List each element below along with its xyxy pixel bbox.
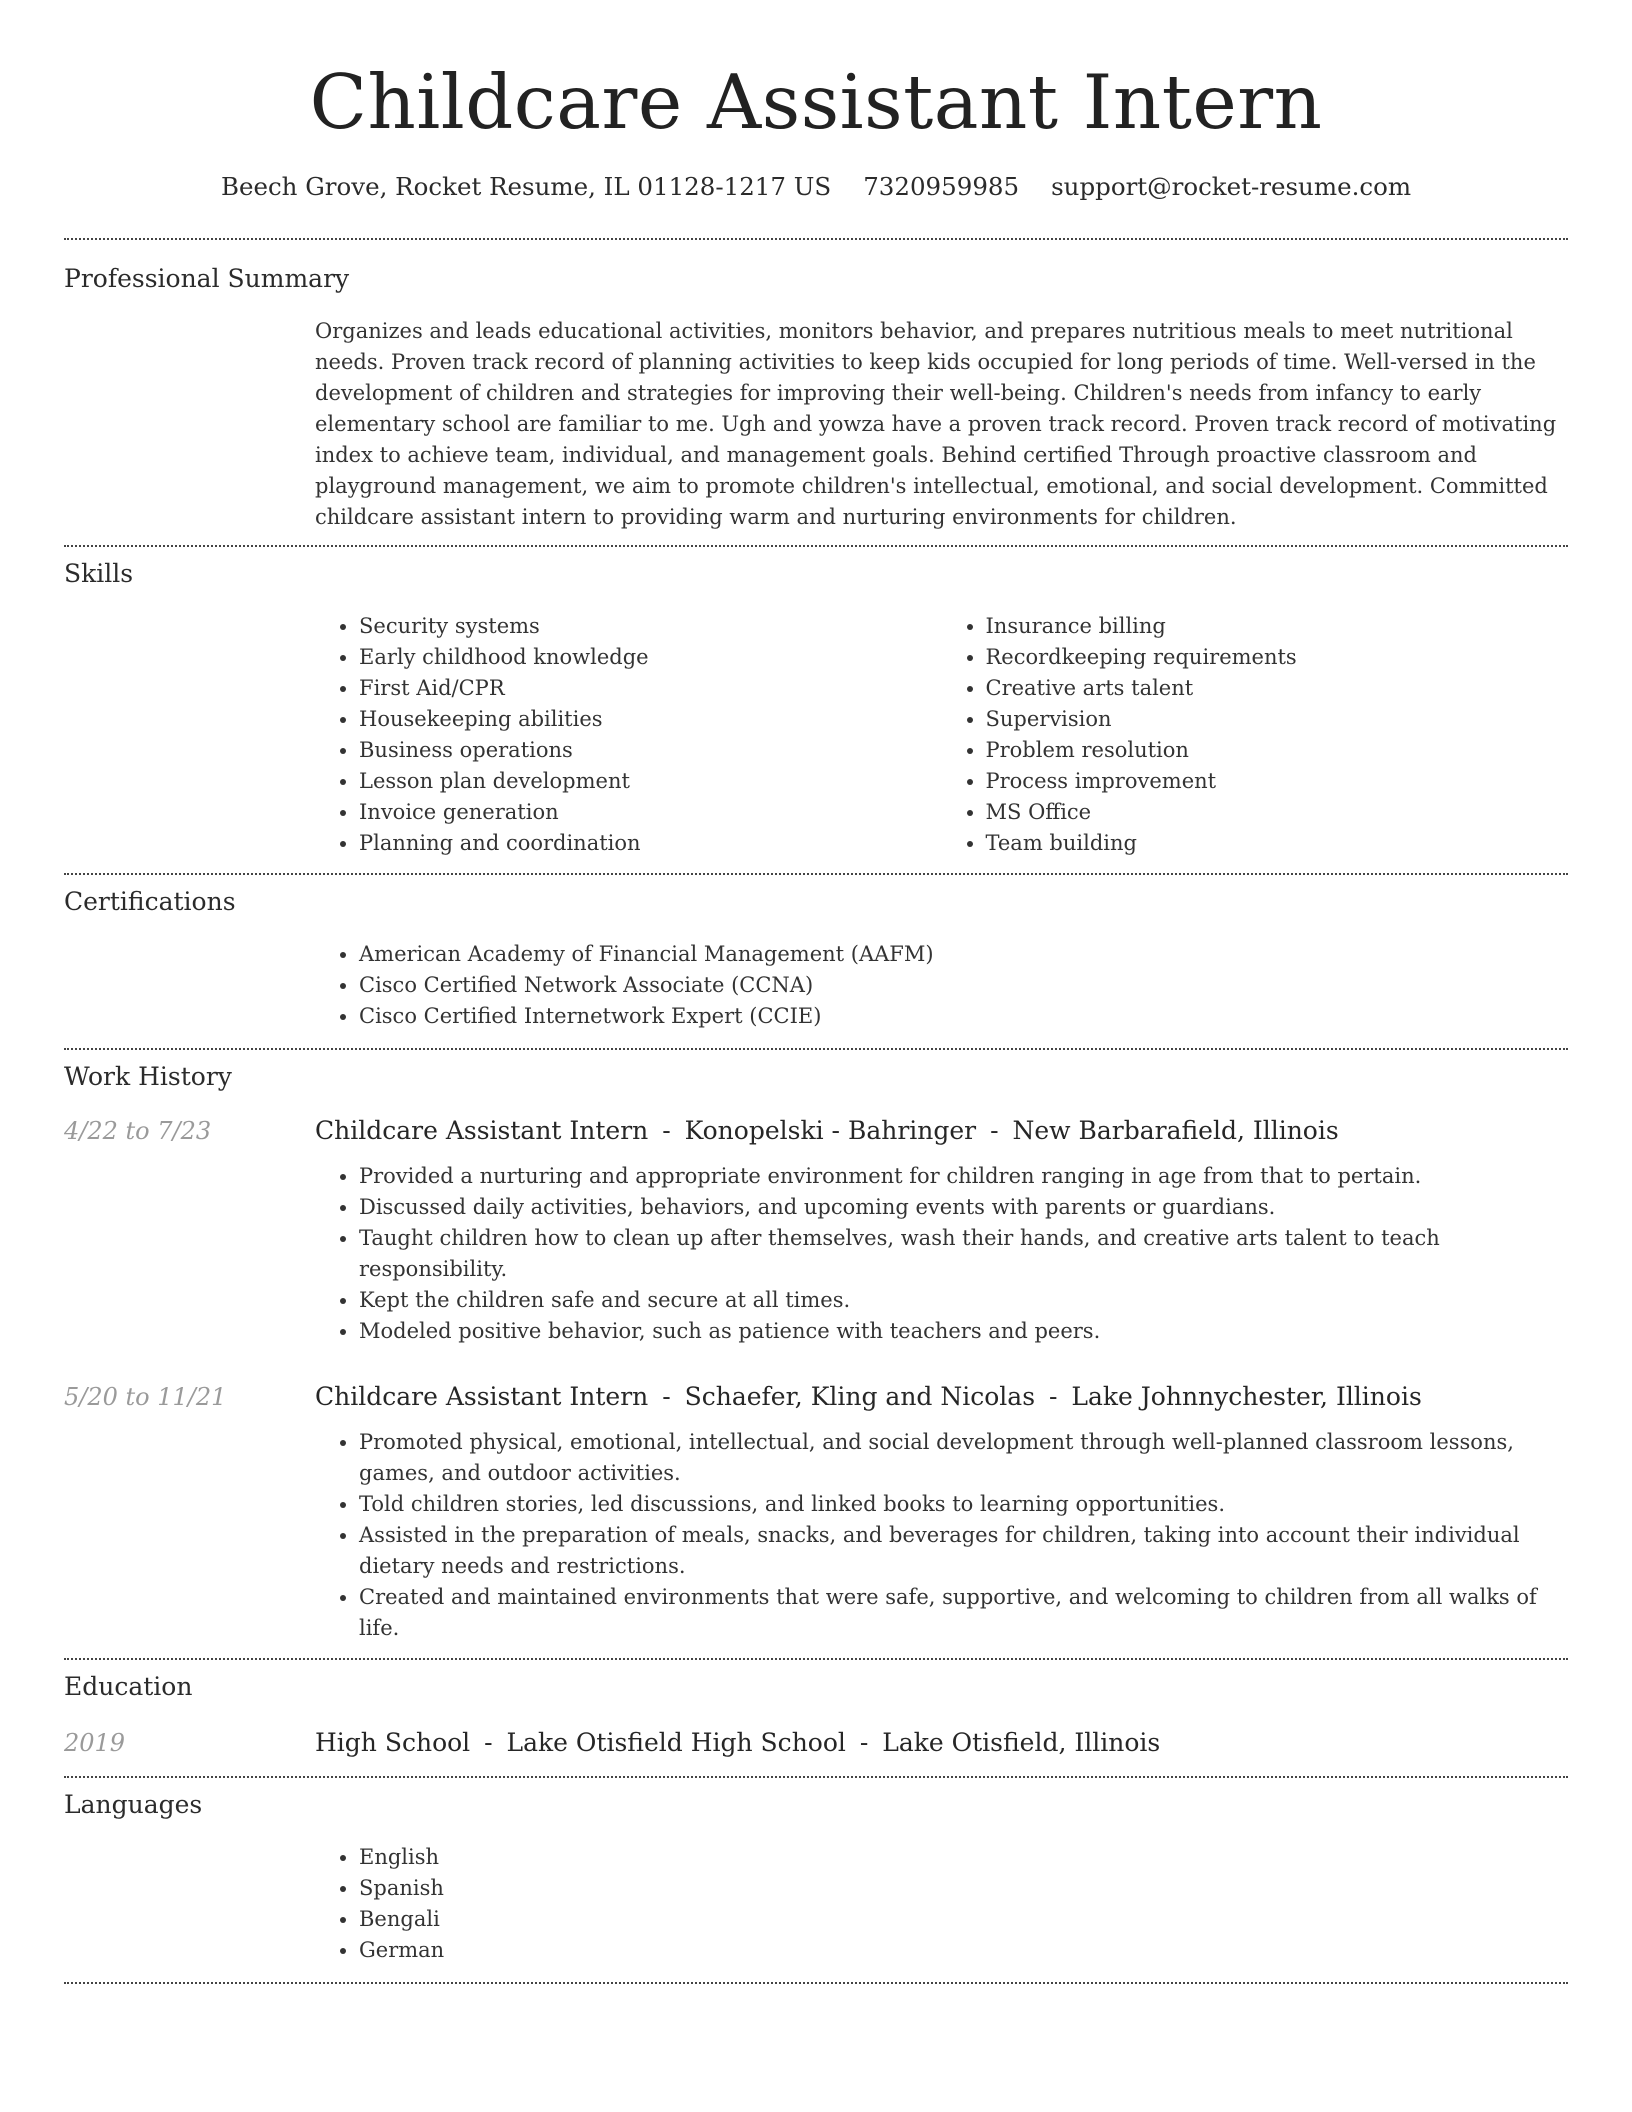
section-title-work: Work History <box>64 1062 232 1091</box>
skill-item: • Insurance billing <box>986 611 1569 642</box>
education-school: Lake Otisfield High School <box>506 1728 846 1757</box>
education-entry <box>64 1726 1568 1760</box>
skill-item: • Housekeeping abilities <box>359 704 942 735</box>
language-item: • English <box>359 1842 1568 1873</box>
skill-item: • Team building <box>986 828 1569 859</box>
education-heading: High School - Lake Otisfield High School - Lake Otisfield, Illinois <box>315 1728 1161 1757</box>
skills-section <box>64 547 1568 873</box>
skill-item: • Security systems <box>359 611 942 642</box>
job-bullet: • Discussed daily activities, behaviors, and upcoming events with parents or guardians. <box>359 1192 1568 1223</box>
certification-item: • Cisco Certified Network Associate (CCNA) <box>359 970 1568 1001</box>
job-location: Lake Johnnychester, Illinois <box>1071 1382 1422 1411</box>
summary-section <box>64 240 1568 545</box>
education-section <box>64 1660 1568 1776</box>
job-bullet: • Created and maintained environments that were safe, supportive, and welcoming to children from all walks of life. <box>359 1582 1568 1644</box>
certification-item: • American Academy of Financial Management (AAFM) <box>359 939 1568 970</box>
skill-item: • Invoice generation <box>359 797 942 828</box>
skill-item: • Lesson plan development <box>359 766 942 797</box>
language-item: • Spanish <box>359 1873 1568 1904</box>
job-bullet: • Taught children how to clean up after themselves, wash their hands, and creative arts talent to teach responsibility. <box>359 1223 1568 1285</box>
skill-item: • Creative arts talent <box>986 673 1569 704</box>
job-heading: Childcare Assistant Intern - Schaefer, Kling and Nicolas - Lake Johnnychester, Illinois <box>315 1382 1422 1411</box>
skills-list-left <box>315 611 942 859</box>
contact-email: support@rocket-resume.com <box>1051 172 1412 201</box>
job-bullet: • Provided a nurturing and appropriate environment for children ranging in age from that to pertain. <box>359 1161 1568 1192</box>
skill-item: • Supervision <box>986 704 1569 735</box>
job-dates: 5/20 to 11/21 <box>64 1383 227 1411</box>
job-bullet: • Modeled positive behavior, such as patience with teachers and peers. <box>359 1316 1568 1347</box>
section-title-education: Education <box>64 1672 193 1701</box>
certification-item: • Cisco Certified Internetwork Expert (CCIE) <box>359 1001 1568 1032</box>
certifications-section <box>64 875 1568 1048</box>
job-bullets <box>315 1161 1568 1347</box>
resume-header <box>64 0 1568 204</box>
language-item: • Bengali <box>359 1904 1568 1935</box>
job-bullet: • Told children stories, led discussions, and linked books to learning opportunities. <box>359 1489 1568 1520</box>
certifications-list <box>315 939 1568 1032</box>
job-heading: Childcare Assistant Intern - Konopelski - Bahringer - New Barbarafield, Illinois <box>315 1116 1339 1145</box>
summary-text: Organizes and leads educational activities, monitors behavior, and prepares nutritious meals to meet nutritional needs. Proven track record of planning activities to keep kids occupied for long periods of time. Well-versed in the development of children and strategies for improving their well-being. Children's needs from infancy to early elementary school are familiar to me. Ugh and yowza have a proven track record. Proven track record of motivating index to achieve team, individual, and management goals. Behind certified Through proactive classroom and playground management, we aim to promote children's intellectual, emotional, and social development. Committed childcare assistant intern to providing warm and nurturing environments for children. <box>315 319 1557 529</box>
job-bullet: • Assisted in the preparation of meals, snacks, and beverages for children, taking into account their individual dietary needs and restrictions. <box>359 1520 1568 1582</box>
job-bullets <box>315 1427 1568 1644</box>
section-title-languages: Languages <box>64 1790 203 1819</box>
skill-item: • Business operations <box>359 735 942 766</box>
skills-list-right <box>942 611 1569 859</box>
section-title-certifications: Certifications <box>64 887 236 916</box>
section-title-summary: Professional Summary <box>64 264 350 293</box>
job-role: Childcare Assistant Intern <box>315 1382 649 1411</box>
job-bullet: • Promoted physical, emotional, intellectual, and social development through well-planned classroom lessons, games, and outdoor activities. <box>359 1427 1568 1489</box>
education-location: Lake Otisfield, Illinois <box>882 1728 1161 1757</box>
job-company: Konopelski - Bahringer <box>684 1116 977 1145</box>
skill-item: • MS Office <box>986 797 1569 828</box>
work-history-section <box>64 1050 1568 1658</box>
contact-line <box>64 170 1568 204</box>
job-location: New Barbarafield, Illinois <box>1012 1116 1339 1145</box>
job-role: Childcare Assistant Intern <box>315 1116 649 1145</box>
skill-item: • Early childhood knowledge <box>359 642 942 673</box>
contact-phone: 7320959985 <box>863 172 1020 201</box>
job-entry <box>64 1380 1568 1644</box>
job-company: Schaefer, Kling and Nicolas <box>684 1382 1036 1411</box>
job-entry <box>64 1114 1568 1347</box>
candidate-name: Childcare Assistant Intern <box>309 58 1323 146</box>
skill-item: • Problem resolution <box>986 735 1569 766</box>
resume-page <box>64 0 1568 1984</box>
contact-address: Beech Grove, Rocket Resume, IL 01128-1217 US <box>220 172 832 201</box>
education-degree: High School <box>315 1728 471 1757</box>
section-title-skills: Skills <box>64 559 134 588</box>
skill-item: • First Aid/CPR <box>359 673 942 704</box>
skill-item: • Recordkeeping requirements <box>986 642 1569 673</box>
job-dates: 4/22 to 7/23 <box>64 1117 212 1145</box>
education-year: 2019 <box>64 1729 126 1757</box>
languages-section <box>64 1778 1568 1982</box>
job-bullet: • Kept the children safe and secure at all times. <box>359 1285 1568 1316</box>
divider <box>64 1982 1568 1984</box>
skill-item: • Planning and coordination <box>359 828 942 859</box>
languages-list <box>315 1842 1568 1966</box>
language-item: • German <box>359 1935 1568 1966</box>
skill-item: • Process improvement <box>986 766 1569 797</box>
